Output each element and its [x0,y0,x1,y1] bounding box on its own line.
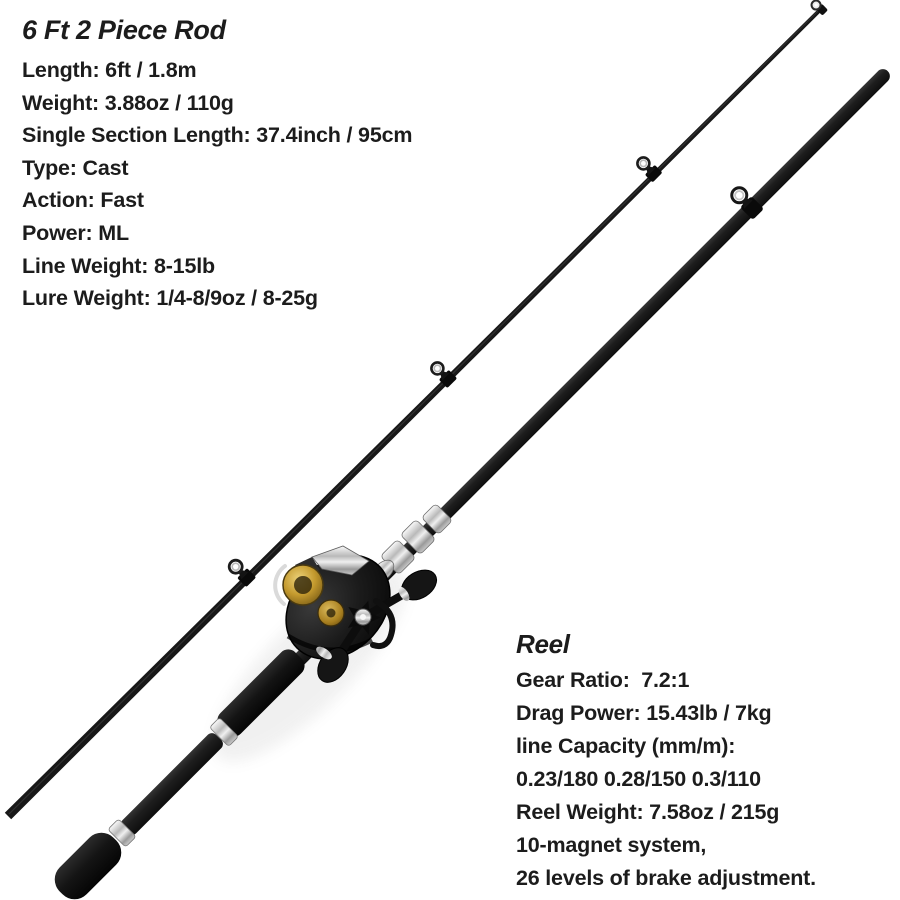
rod-spec-line-length: Length: 6ft / 1.8m [22,58,197,82]
rod-spec-line-line-weight: Line Weight: 8-15lb [22,253,215,278]
reel-spec-line-drag-power: Drag Power: 15.43lb / 7kg [516,701,772,725]
lower-blank [119,731,226,838]
reel-tension-knob-center [327,609,336,618]
reel-spec-title: Reel [516,629,570,659]
reel-spec-line-capacity-label: line Capacity (mm/m): [516,734,736,758]
rod-spec-line-lure-weight: Lure Weight: 1/4-8/9oz / 8-25g [22,286,318,311]
rod-spec-title: 6 Ft 2 Piece Rod [22,15,226,45]
tip-top-guide-icon [810,0,828,17]
reel-spec-block [516,629,816,895]
rod-spec-line-action: Action: Fast [22,188,144,213]
reel-spec-line-capacity-values: 0.23/180 0.28/150 0.3/110 [516,767,761,791]
reel-spec-line-reel-weight: Reel Weight: 7.58oz / 215g [516,800,780,824]
reel-spec-line-brake-levels: 26 levels of brake adjustment. [516,866,816,890]
reel-spool-center [294,576,312,594]
reel-spec-line-gear-ratio: Gear Ratio: 7.2:1 [516,668,690,692]
rod-spec-line-type: Type: Cast [22,155,129,180]
rod-spec-line-weight: Weight: 3.88oz / 110g [22,90,234,115]
rod-spec-line-section-length: Single Section Length: 37.4inch / 95cm [22,123,413,148]
rod-spec-block [22,14,412,315]
rod-spec-line-power: Power: ML [22,220,129,245]
reel-spec-line-magnet-system: 10-magnet system, [516,833,707,857]
